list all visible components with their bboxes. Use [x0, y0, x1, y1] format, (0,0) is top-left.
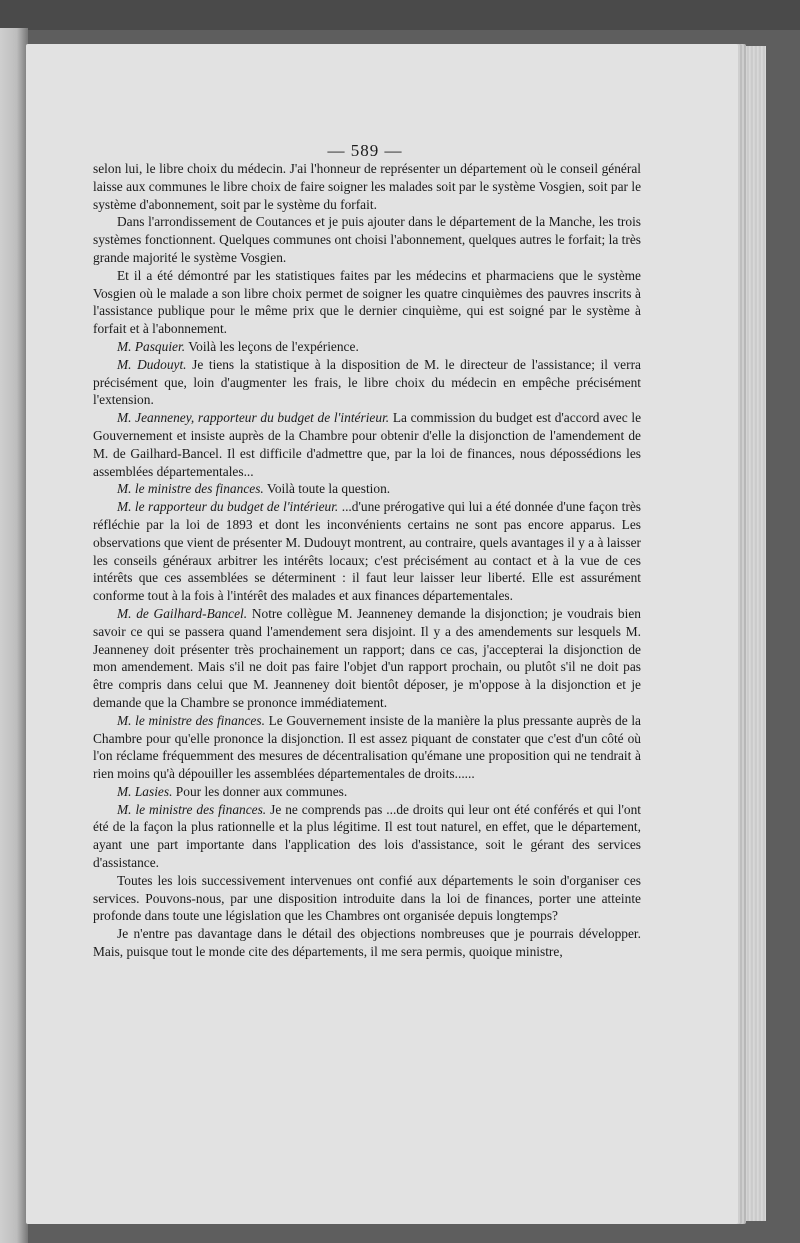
speaker-name: M. le ministre des finances. [117, 801, 267, 817]
page-stack-edges [738, 46, 766, 1221]
paragraph: M. le ministre des finances. Le Gouvernement insiste de la manière la plus pressante auprès de la Chambre pour qu'elle prononce la disjonction. Il est assez piquant de constater que c'est d'un côté où l'on réclame fréquemment des mesures de décentralisation qu'émane une proposition qui ne tendrait à rien moins qu'à dépouiller les assemblées départementales de droits...... [93, 712, 641, 782]
paragraph: Et il a été démontré par les statistiques faites par les médecins et pharmaciens que le système Vosgien où le malade a son libre choix permet de soigner les quatre cinquièmes des pauvres inscrits à l'assistance publique pour le même prix que le dernier cinquième, qui est soigné par le système à forfait et à l'abonnement. [93, 267, 641, 337]
speaker-name: M. le rapporteur du budget de l'intérieur. [117, 499, 339, 515]
facing-page-edge [0, 28, 28, 1243]
speaker-name: M. Jeanneney, rapporteur du budget de l'intérieur. [117, 410, 390, 426]
paragraph: M. Pasquier. Voilà les leçons de l'expérience. [117, 338, 359, 354]
paragraph: selon lui, le libre choix du médecin. J'ai l'honneur de représenter un département où le conseil général laisse aux communes le libre choix de faire soigner les malades soit par le système Vosgien, soit par le système d'abonnement, soit par le système du forfait. [93, 161, 642, 212]
paragraph: Toutes les lois successivement intervenues ont confié aux départements le soin d'organiser ces services. Pouvons-nous, par une disposition introduite dans la loi de finances, porter une atteinte profonde dans toute une législation que les Chambres ont organisée depuis longtemps? [93, 872, 641, 924]
paragraph: M. le ministre des finances. Je ne comprends pas ...de droits qui leur ont été conférés et qui l'ont été de la façon la plus rationnelle et la plus légitime. Il est tout naturel, en effet, que le département, ayant une part importante dans l'application des lois d'assistance, soit le gérant des services d'assistance. [93, 801, 641, 871]
page-number: — 589 — [327, 141, 403, 160]
paragraph: M. Jeanneney, rapporteur du budget de l'intérieur. La commission du budget est d'accord avec le Gouvernement et insiste auprès de la Chambre pour obtenir d'elle la disjonction de l'amendement de M. de Gailhard-Bancel. Il est difficile d'admettre que, par la loi de finances, nous dépossédions les assemblées départementales... [93, 410, 642, 479]
speaker-name: M. le ministre des finances. [117, 712, 265, 728]
scan-background [0, 0, 800, 30]
speaker-name: M. le ministre des finances. [117, 481, 264, 497]
paragraph: Dans l'arrondissement de Coutances et je puis ajouter dans le département de la Manche, les trois systèmes fonctionnent. Quelques communes ont choisi l'abonnement, quelques autres le forfait; la très grande majorité le système Vosgien. [93, 214, 641, 265]
paragraph: M. Lasies. Pour les donner aux communes. [117, 783, 348, 799]
speaker-name: M. Pasquier. [117, 338, 186, 354]
paragraph: M. le rapporteur du budget de l'intérieur. ...d'une prérogative qui lui a été donnée d'une façon très réfléchie par la loi de 1893 et dont les inconvénients certains ne sont pas encore apparus. Les observations que vient de présenter M. Dudouyt montrent, au contraire, quels avantages il y a à laisser les conseils généraux arbitrer les intérêts locaux; c'est précisément au contact et à la vue de ces intérêts que ces assemblées se déterminent : il faut leur laisser leur liberté. Elle est assurément conforme tout à la fois à l'intérêt des malades et aux finances départementales. [93, 499, 641, 604]
paragraph: M. Dudouyt. Je tiens la statistique à la disposition de M. le directeur de l'assistance; il verra précisément que, loin d'augmenter les frais, le libre choix du médecin en empêche précisément l'extension. [93, 356, 641, 408]
speaker-name: M. Dudouyt. [117, 356, 187, 372]
speaker-name: M. de Gailhard-Bancel. [117, 605, 248, 621]
speaker-name: M. Lasies. [117, 783, 173, 799]
body-text [93, 160, 641, 961]
paragraph: Je n'entre pas davantage dans le détail des objections nombreuses que je pourrais développer. Mais, puisque tout le monde cite des départements, il me sera permis, quoique ministre, [93, 926, 641, 960]
paragraph: M. le ministre des finances. Voilà toute la question. [117, 481, 391, 497]
paragraph: M. de Gailhard-Bancel. Notre collègue M. Jeanneney demande la disjonction; je voudrais bien savoir ce qui se passera quand l'amendement sera disjoint. Il y a des amendements sur lesquels M. Jeanneney doit présenter très prochainement un rapport; dans ce cas, j'accepterai la disjonction de mon amendement. Mais s'il ne doit pas faire l'objet d'un rapport prochain, ou plutôt s'il ne doit pas être compris dans celui que M. Jeanneney doit bientôt déposer, je m'oppose à la disjonction et je demande que la Chambre se prononce immédiatement. [93, 605, 641, 710]
